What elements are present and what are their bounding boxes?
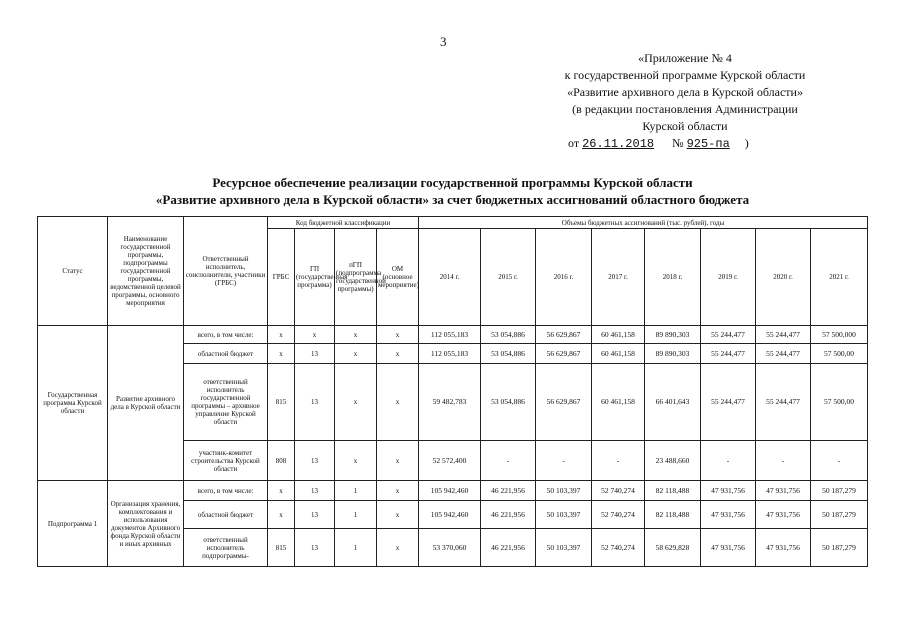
value-cell: 55 244,477 xyxy=(701,364,756,441)
appendix-line-1: «Приложение № 4 xyxy=(638,51,732,65)
gp-cell: 13 xyxy=(295,364,335,441)
gp-cell: х xyxy=(295,326,335,344)
value-cell: 55 244,477 xyxy=(756,364,811,441)
executor-cell: областной бюджет xyxy=(184,501,268,529)
appendix-date-line xyxy=(520,135,850,153)
header-year: 2016 г. xyxy=(536,229,592,326)
name-cell: Развитие архивного дела в Курской области xyxy=(108,326,184,481)
table-row xyxy=(38,326,868,344)
om-cell: х xyxy=(377,501,419,529)
executor-cell: всего, в том числе: xyxy=(184,481,268,501)
om-cell: х xyxy=(377,326,419,344)
header-grbs: ГРБС xyxy=(268,229,295,326)
status-cell: Подпрограмма 1 xyxy=(38,481,108,567)
gp-cell: 13 xyxy=(295,344,335,364)
om-cell: х xyxy=(377,529,419,567)
value-cell: 50 187,279 xyxy=(811,481,868,501)
pgp-cell: х xyxy=(335,326,377,344)
value-cell: 23 488,660 xyxy=(645,441,701,481)
title-line-1: Ресурсное обеспечение реализации государственной программы Курской области xyxy=(212,175,693,190)
value-cell: 57 500,00 xyxy=(811,364,868,441)
appendix-line-3: «Развитие архивного дела в Курской области» xyxy=(567,85,803,99)
gp-cell: 13 xyxy=(295,481,335,501)
value-cell: 60 461,158 xyxy=(592,344,645,364)
header-pgp: пГП (подпрограмма государственной программы) xyxy=(335,229,377,326)
value-cell: 59 482,783 xyxy=(419,364,481,441)
value-cell: 47 931,756 xyxy=(701,481,756,501)
table-row xyxy=(38,481,868,501)
value-cell: 50 187,279 xyxy=(811,501,868,529)
value-cell: 47 931,756 xyxy=(756,501,811,529)
header-gp: ГП (государственная программа) xyxy=(295,229,335,326)
gp-cell: 13 xyxy=(295,529,335,567)
value-cell: 52 572,400 xyxy=(419,441,481,481)
value-cell: - xyxy=(592,441,645,481)
value-cell: 60 461,158 xyxy=(592,326,645,344)
document-title xyxy=(0,174,905,208)
header-name: Наименование государственной программы, подпрограммы государственной программы, ведомственной целевой программы, основного мероприятия xyxy=(108,217,184,326)
value-cell: 58 629,828 xyxy=(645,529,701,567)
value-cell: 46 221,956 xyxy=(481,501,536,529)
value-cell: 56 629,867 xyxy=(536,364,592,441)
grbs-cell: х xyxy=(268,326,295,344)
date-prefix: от xyxy=(568,136,580,150)
value-cell: 53 054,886 xyxy=(481,364,536,441)
value-cell: 47 931,756 xyxy=(701,529,756,567)
appendix-header xyxy=(520,50,850,153)
value-cell: 89 890,303 xyxy=(645,344,701,364)
value-cell: 89 890,303 xyxy=(645,326,701,344)
om-cell: х xyxy=(377,441,419,481)
value-cell: 53 054,886 xyxy=(481,344,536,364)
gp-cell: 13 xyxy=(295,501,335,529)
value-cell: 112 055,183 xyxy=(419,326,481,344)
value-cell: 46 221,956 xyxy=(481,529,536,567)
value-cell: 57 500,00 xyxy=(811,344,868,364)
pgp-cell: 1 xyxy=(335,481,377,501)
status-cell: Государственная программа Курской области xyxy=(38,326,108,481)
pgp-cell: 1 xyxy=(335,529,377,567)
header-year: 2020 г. xyxy=(756,229,811,326)
grbs-cell: х xyxy=(268,501,295,529)
grbs-cell: 815 xyxy=(268,364,295,441)
grbs-cell: х xyxy=(268,344,295,364)
value-cell: 52 740,274 xyxy=(592,481,645,501)
executor-cell: участник-комитет строительства Курской области xyxy=(184,441,268,481)
pgp-cell: х xyxy=(335,364,377,441)
number-prefix: № xyxy=(672,136,684,150)
header-om: ОМ (основное мероприятие) xyxy=(377,229,419,326)
value-cell: 56 629,867 xyxy=(536,326,592,344)
value-cell: 55 244,477 xyxy=(701,344,756,364)
value-cell: 50 187,279 xyxy=(811,529,868,567)
value-cell: 56 629,867 xyxy=(536,344,592,364)
pgp-cell: х xyxy=(335,344,377,364)
value-cell: - xyxy=(701,441,756,481)
value-cell: 55 244,477 xyxy=(756,326,811,344)
value-cell: 112 055,183 xyxy=(419,344,481,364)
grbs-cell: 815 xyxy=(268,529,295,567)
value-cell: 105 942,460 xyxy=(419,481,481,501)
value-cell: - xyxy=(536,441,592,481)
header-code-group: Код бюджетной классификации xyxy=(268,217,419,229)
grbs-cell: 808 xyxy=(268,441,295,481)
value-cell: 53 370,060 xyxy=(419,529,481,567)
om-cell: х xyxy=(377,344,419,364)
executor-cell: областной бюджет xyxy=(184,344,268,364)
pgp-cell: х xyxy=(335,441,377,481)
gp-cell: 13 xyxy=(295,441,335,481)
value-cell: 82 118,488 xyxy=(645,481,701,501)
value-cell: - xyxy=(481,441,536,481)
resolution-number: 925-па xyxy=(686,137,730,151)
budget-table xyxy=(37,216,868,567)
value-cell: 82 118,488 xyxy=(645,501,701,529)
closing-paren: ) xyxy=(744,136,749,150)
executor-cell: всего, в том числе: xyxy=(184,326,268,344)
value-cell: 60 461,158 xyxy=(592,364,645,441)
appendix-line-2: к государственной программе Курской области xyxy=(564,68,806,82)
header-year: 2017 г. xyxy=(592,229,645,326)
value-cell: 52 740,274 xyxy=(592,529,645,567)
value-cell: 105 942,460 xyxy=(419,501,481,529)
om-cell: х xyxy=(377,481,419,501)
name-cell: Организация хранения, комплектования и использования документов Архивного фонда Курской области и иных архивных xyxy=(108,481,184,567)
header-amount-group: Объемы бюджетных ассигнований (тыс. рублей), годы xyxy=(419,217,868,229)
value-cell: 52 740,274 xyxy=(592,501,645,529)
value-cell: 46 221,956 xyxy=(481,481,536,501)
value-cell: 53 054,886 xyxy=(481,326,536,344)
value-cell: - xyxy=(756,441,811,481)
value-cell: 47 931,756 xyxy=(756,481,811,501)
value-cell: 55 244,477 xyxy=(756,344,811,364)
value-cell: 50 103,397 xyxy=(536,501,592,529)
appendix-line-4: (в редакции постановления Администрации xyxy=(572,102,798,116)
header-year: 2014 г. xyxy=(419,229,481,326)
value-cell: 47 931,756 xyxy=(701,501,756,529)
header-year: 2019 г. xyxy=(701,229,756,326)
title-line-2: «Развитие архивного дела в Курской области» за счет бюджетных ассигнований областного бюджета xyxy=(155,192,750,207)
resolution-date: 26.11.2018 xyxy=(582,137,655,151)
value-cell: 47 931,756 xyxy=(756,529,811,567)
executor-cell: ответственный исполнитель подпрограммы- xyxy=(184,529,268,567)
header-year: 2021 г. xyxy=(811,229,868,326)
header-status: Статус xyxy=(38,217,108,326)
header-year: 2015 г. xyxy=(481,229,536,326)
header-year: 2018 г. xyxy=(645,229,701,326)
value-cell: - xyxy=(811,441,868,481)
appendix-line-5: Курской области xyxy=(642,119,728,133)
value-cell: 50 103,397 xyxy=(536,481,592,501)
value-cell: 66 401,643 xyxy=(645,364,701,441)
page-number: 3 xyxy=(440,34,447,49)
grbs-cell: х xyxy=(268,481,295,501)
pgp-cell: 1 xyxy=(335,501,377,529)
value-cell: 55 244,477 xyxy=(701,326,756,344)
executor-cell: ответственный исполнитель государственной программы – архивное управление Курской области xyxy=(184,364,268,441)
value-cell: 50 103,397 xyxy=(536,529,592,567)
value-cell: 57 500,000 xyxy=(811,326,868,344)
om-cell: х xyxy=(377,364,419,441)
header-executor: Ответственный исполнитель, соисполнители, участники (ГРБС) xyxy=(184,217,268,326)
